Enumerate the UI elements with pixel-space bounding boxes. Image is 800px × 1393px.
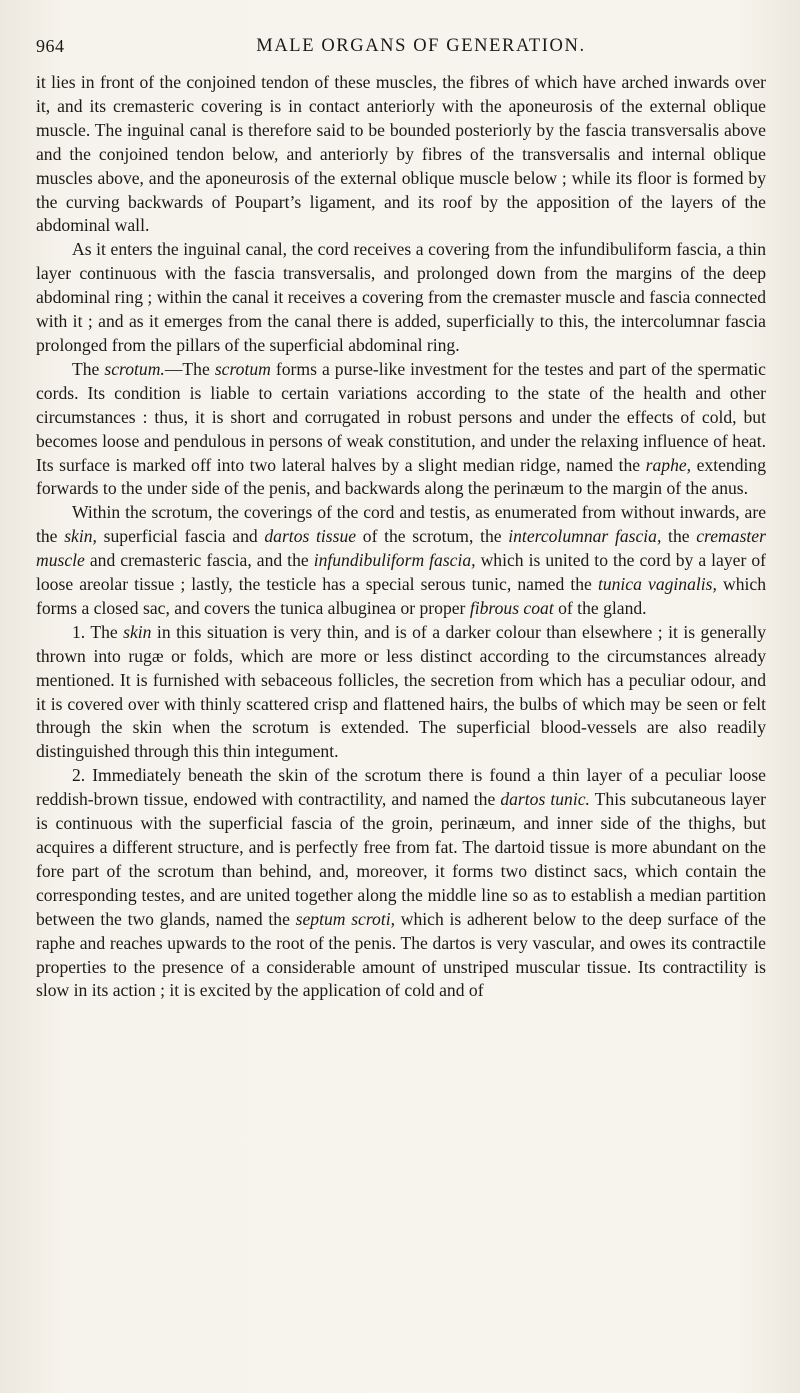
text-run: Within the scrotum, the coverings of the cord and testis, as enumerated from without inwards, are the xyxy=(36,502,766,547)
text-run: in this situation is very thin, and is of a darker colour than elsewhere ; it is generally thrown into rugæ or folds, which are more or less distinct according to the circumstances already mentioned. It is furnished with sebaceous follicles, the secretion from which has a peculiar odour, and it is covered over with thinly scattered crisp and flattened hairs, the bulbs of which may be seen or felt through the skin when the scrotum is extended. The superficial blood-vessels are also readily distinguished through this thin integument. xyxy=(36,621,767,762)
text-run: As it enters the inguinal canal, the cord receives a covering from the infundibuliform fascia, a thin layer continuous with the fascia transversalis, and prolonged down from the margins of the deep abdominal ring ; within the canal it receives a covering from the cremaster muscle and fascia connected with it ; and as it emerges from the canal there is added, superficially to this, the intercolumnar fascia prolonged from the pillars of the superficial abdominal ring. xyxy=(36,239,766,355)
text-run: which is adherent below to the deep surface of the raphe and reaches upwards to the root of the penis. The dartos is very vascular, and owes its contractile properties to the presence of a considerable amount of unstriped muscular tissue. Its contractility is slow in its action ; it is excited by the application of cold and of xyxy=(36,908,766,1001)
running-title: MALE ORGANS OF GENERATION. xyxy=(256,36,586,56)
running-head xyxy=(36,28,766,63)
text-run: which forms a closed sac, and covers the tunica albuginea or proper xyxy=(36,574,767,618)
italic-term: intercolumnar fascia, xyxy=(508,526,662,547)
text-run: extending forwards to the under side of the penis, and backwards along the perinæum to the margin of the anus. xyxy=(36,454,766,499)
italic-term: dartos tunic. xyxy=(500,789,590,810)
text-run: the xyxy=(661,526,697,547)
italic-term: infundibuliform fascia, xyxy=(313,550,476,571)
italic-term: skin, xyxy=(64,526,97,547)
text-run: forms a purse-like investment for the testes and part of the spermatic cords. Its condition is liable to certain variations according to the state of the health and other circumstances : thus, it is short and corrugated in robust persons and under the effects of cold, but becomes loose and pendulous in persons of weak constitution, and under the relaxing influence of heat. Its surface is marked off into two lateral halves by a slight median ridge, named the xyxy=(36,358,766,475)
italic-term: septum scroti, xyxy=(295,908,396,929)
paragraph-skin xyxy=(36,621,766,764)
page-number: 964 xyxy=(36,36,65,56)
text-run: which is united to the cord by a layer of loose areolar tissue ; lastly, the testicle has a special serous tunic, named the xyxy=(36,550,766,595)
text-run: 2. Immediately beneath the skin of the scrotum there is found a thin layer of a peculiar loose reddish-brown tissue, endowed with contractility, and named the xyxy=(36,765,766,810)
italic-term: cremaster muscle xyxy=(36,526,766,571)
italic-term: skin xyxy=(123,621,152,642)
text-run: it lies in front of the conjoined tendon of these muscles, the fibres of which have arched inwards over it, and its cremasteric covering is in contact anteriorly with the aponeurosis of the external oblique muscle. The inguinal canal is therefore said to be bounded posteriorly by the fascia transversalis above and the conjoined tendon below, and anteriorly by fibres of the transversalis and internal oblique muscles above, and the aponeurosis of the external oblique muscle below ; while its floor is formed by the curving backwards of Poupart’s ligament, and its roof by the apposition of the layers of the abdominal wall. xyxy=(36,72,766,236)
text-run: This subcutaneous layer is continuous with the superficial fascia of the groin, perinæum, and inner side of the thighs, but acquires a different structure, and is perfectly free from fat. The dartoid tissue is more abundant on the fore part of the scrotum than behind, and, moreover, it forms two distinct sacs, which contain the corresponding testes, and are united together along the middle line so as to establish a median partition between the two glands, named the xyxy=(36,789,766,929)
text-run: and cremasteric fascia, and the xyxy=(84,550,314,571)
body-text xyxy=(36,71,766,1003)
section-heading-scrotum: scrotum. xyxy=(104,358,165,379)
text-run: —The xyxy=(164,358,215,379)
paragraph-continuation xyxy=(36,71,766,238)
text-run: of the scrotum, the xyxy=(356,526,509,547)
paragraph-dartos xyxy=(36,764,766,1003)
italic-term: fibrous coat xyxy=(469,597,554,618)
italic-term: tunica vaginalis, xyxy=(597,574,717,595)
paragraph-coverings xyxy=(36,501,766,621)
paragraph-scrotum xyxy=(36,358,766,501)
paragraph-inguinal-cord-coverings xyxy=(36,238,766,358)
text-run: of the gland. xyxy=(553,597,647,618)
italic-term: scrotum xyxy=(214,358,271,379)
italic-term: raphe, xyxy=(645,454,692,475)
text-run: The xyxy=(72,358,105,379)
text-run: superficial fascia and xyxy=(96,526,265,547)
text-run: 1. The xyxy=(72,621,124,642)
italic-term: dartos tissue xyxy=(264,526,357,547)
